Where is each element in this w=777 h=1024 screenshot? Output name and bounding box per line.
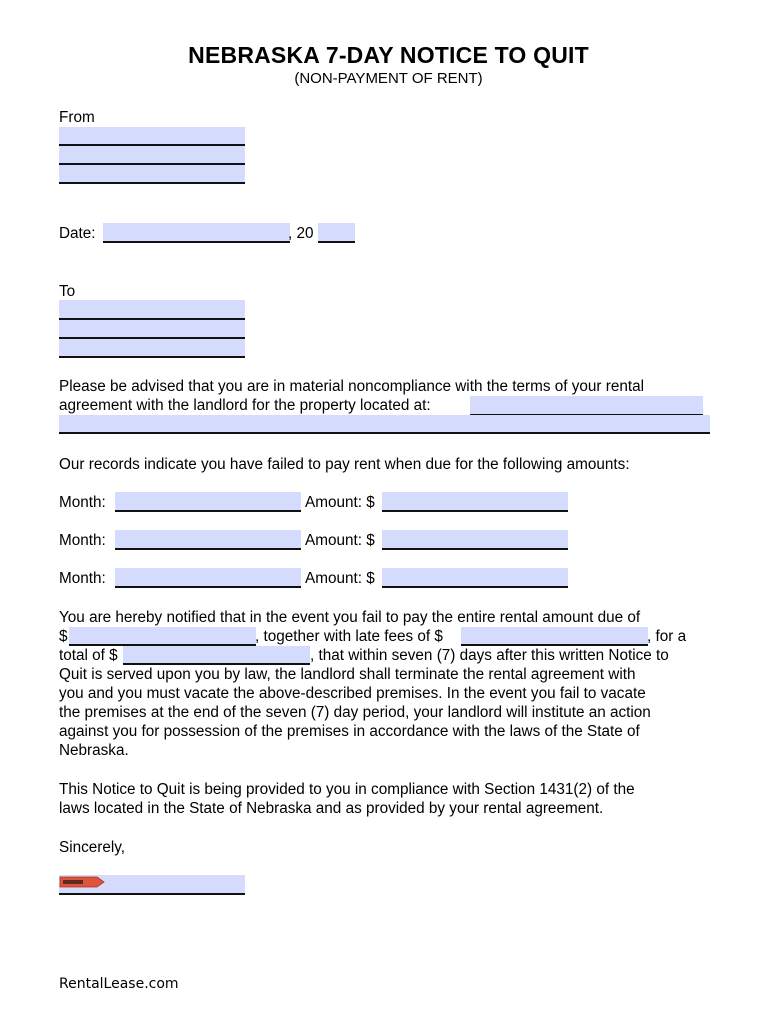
total-field[interactable]: [123, 646, 310, 665]
notice-line-5: you and you must vacate the above-described premises. In the event you fail to vacate: [59, 685, 646, 702]
document-subtitle: (NON-PAYMENT OF RENT): [294, 70, 483, 87]
month-field-2[interactable]: [115, 530, 301, 550]
amount-label-1: Amount: $: [305, 494, 375, 511]
month-label-3: Month:: [59, 570, 106, 587]
property-paragraph-line-2: agreement with the landlord for the property located at:: [59, 397, 431, 414]
notice-line-7: against you for possession of the premises in accordance with the laws of the State of: [59, 723, 640, 740]
rent-due-field[interactable]: [69, 627, 256, 646]
document-title: NEBRASKA 7-DAY NOTICE TO QUIT: [188, 42, 589, 68]
late-fees-field[interactable]: [461, 627, 648, 646]
month-field-3[interactable]: [115, 568, 301, 588]
amount-field-3[interactable]: [382, 568, 568, 588]
to-line-2-field[interactable]: [59, 320, 245, 339]
late-fees-text: , together with late fees of $: [255, 628, 443, 645]
amount-field-2[interactable]: [382, 530, 568, 550]
from-line-3-field[interactable]: [59, 165, 245, 184]
sincerely-label: Sincerely,: [59, 839, 126, 856]
notice-line-3-rest: , that within seven (7) days after this written Notice to: [310, 647, 669, 664]
records-paragraph: Our records indicate you have failed to pay rent when due for the following amounts:: [59, 456, 630, 473]
notice-line-4: Quit is served upon you by law, the landlord shall terminate the rental agreement with: [59, 666, 636, 683]
notice-line-8: Nebraska.: [59, 742, 129, 759]
for-a-text: , for a: [647, 628, 687, 645]
notice-line-1: You are hereby notified that in the event you fail to pay the entire rental amount due of: [59, 609, 641, 626]
date-label: Date:: [59, 225, 96, 242]
total-label: total of $: [59, 647, 118, 664]
property-paragraph-line-1: Please be advised that you are in material noncompliance with the terms of your rental: [59, 378, 644, 395]
amount-label-2: Amount: $: [305, 532, 375, 549]
to-line-3-field[interactable]: [59, 339, 245, 358]
from-line-1-field[interactable]: [59, 127, 245, 146]
month-label-2: Month:: [59, 532, 106, 549]
year-prefix: , 20: [288, 225, 314, 242]
month-label-1: Month:: [59, 494, 106, 511]
notice-dollar-sign: $: [59, 628, 68, 645]
compliance-line-1: This Notice to Quit is being provided to you in compliance with Section 1431(2) of the: [59, 781, 635, 798]
property-address-field-line-2[interactable]: [59, 415, 710, 434]
date-field[interactable]: [103, 223, 290, 243]
compliance-line-2: laws located in the State of Nebraska and as provided by your rental agreement.: [59, 800, 604, 817]
amount-field-1[interactable]: [382, 492, 568, 512]
month-field-1[interactable]: [115, 492, 301, 512]
amount-label-3: Amount: $: [305, 570, 375, 587]
from-label: From: [59, 109, 95, 126]
year-field[interactable]: [318, 223, 355, 243]
from-line-2-field[interactable]: [59, 146, 245, 165]
notice-line-6: the premises at the end of the seven (7) day period, your landlord will institute an action: [59, 704, 651, 721]
sign-here-tag-icon: [59, 876, 105, 888]
footer-brand: RentalLease.com: [59, 976, 179, 992]
property-address-field-line-1[interactable]: [470, 396, 703, 415]
to-label: To: [59, 283, 76, 300]
to-line-1-field[interactable]: [59, 300, 245, 320]
